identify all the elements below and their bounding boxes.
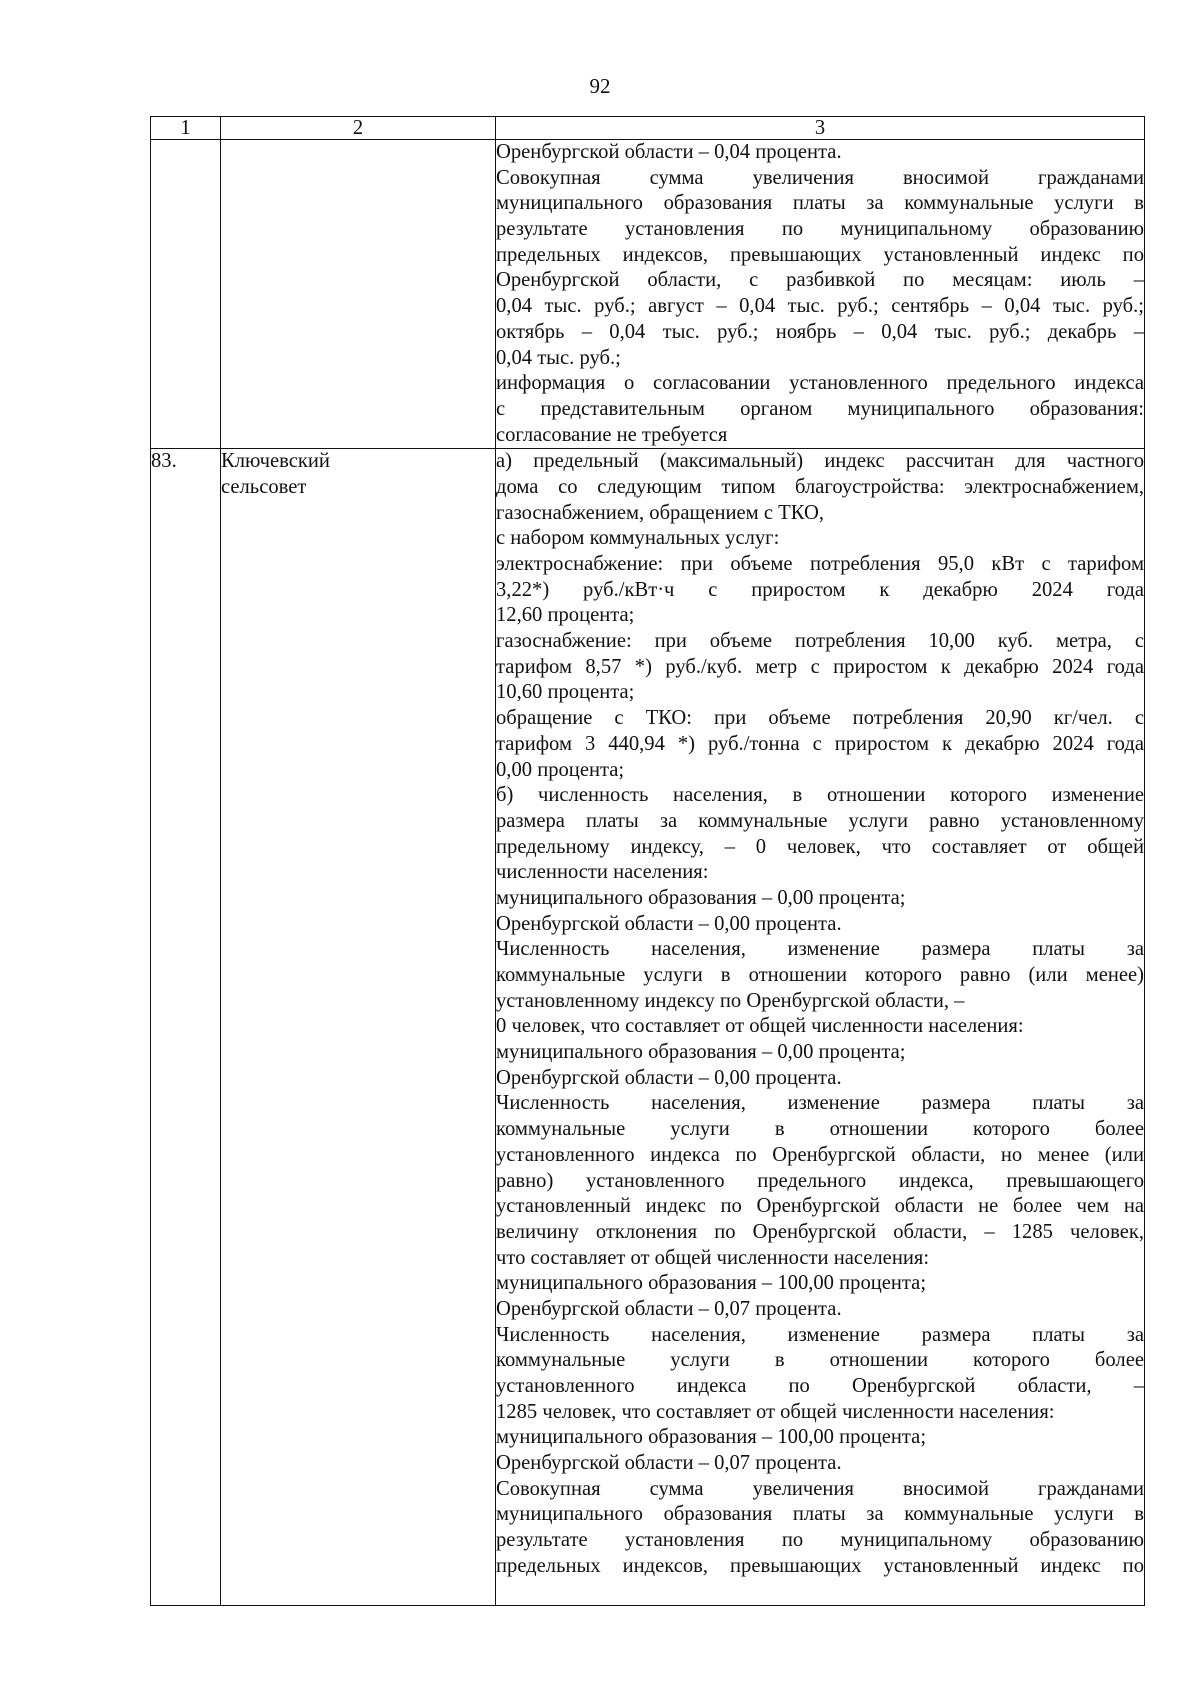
text-line: газоснабжением, обращением с ТКО, (496, 501, 824, 524)
text-line: коммунальные услуги в отношении которого более (496, 1118, 1144, 1141)
text-line: что составляет от общей численности населения: (496, 1246, 930, 1269)
text-line: равно) установленного предельного индекса, превышающего (496, 1169, 1144, 1192)
indicator-text-cell (496, 140, 1145, 449)
text-line: установленного индекса по Оренбургской области, но менее (или (496, 1143, 1144, 1166)
text-line: муниципального образования – 0,00 процента; (496, 1041, 906, 1064)
text-line: Оренбургской области, с разбивкой по месяцам: июль – (496, 269, 1144, 292)
text-line: результате установления по муниципальному образованию (496, 218, 1144, 241)
text-line: предельных индексов, превышающих установленный индекс по (496, 243, 1144, 266)
text-line: тарифом 8,57 *) руб./куб. метр с приростом к декабрю 2024 года (496, 655, 1144, 678)
text-line: согласование не требуется (496, 423, 728, 446)
text-line: коммунальные услуги в отношении которого равно (или менее) (496, 964, 1144, 986)
text-line: 0,00 процента; (496, 758, 625, 781)
text-line: 0,04 тыс. руб.; август – 0,04 тыс. руб.; сентябрь – 0,04 тыс. руб.; (496, 295, 1144, 318)
text-line: тарифом 3 440,94 *) руб./тонна с приростом к декабрю 2024 года (496, 732, 1144, 755)
column-header-2: 2 (221, 117, 496, 140)
municipality-name-line: Ключевский (221, 450, 330, 473)
indicator-text-cell (496, 449, 1145, 1606)
table-row-continued (151, 140, 1145, 449)
text-line: муниципального образования платы за коммунальные услуги в (496, 1503, 1144, 1526)
text-line: Оренбургской области – 0,00 процента. (496, 912, 842, 935)
text-line: 1285 человек, что составляет от общей численности населения: (496, 1400, 1055, 1423)
text-line: 0,04 тыс. руб.; (496, 346, 621, 369)
text-line: установленного индекса по Оренбургской области, – (496, 1375, 1144, 1397)
text-line: Оренбургской области – 0,04 процента. (496, 141, 842, 163)
text-line: газоснабжение: при объеме потребления 10,00 куб. метра, с (496, 630, 1144, 653)
text-line: 0 человек, что составляет от общей численности населения: (496, 1015, 1024, 1038)
text-line: 12,60 процента; (496, 604, 635, 627)
text-line: электроснабжение: при объеме потребления 95,0 кВт с тарифом (496, 553, 1144, 575)
text-line: б) численность населения, в отношении которого изменение (496, 784, 1144, 807)
text-line: Оренбургской области – 0,07 процента. (496, 1452, 842, 1475)
text-line: Совокупная сумма увеличения вносимой гражданами (496, 1477, 1144, 1500)
text-line: муниципального образования платы за коммунальные услуги в (496, 192, 1144, 215)
text-line: Численность населения, изменение размера платы за (496, 938, 1144, 961)
text-line: размера платы за коммунальные услуги равно установленному (496, 809, 1144, 832)
text-line: коммунальные услуги в отношении которого более (496, 1349, 1144, 1372)
table-header-row (151, 117, 1145, 140)
municipality-name-cell (221, 449, 496, 1606)
municipality-name-line: сельсовет (221, 475, 307, 498)
text-line: муниципального образования – 0,00 процента; (496, 886, 906, 909)
column-header-1: 1 (151, 117, 221, 140)
text-line: а) предельный (максимальный) индекс рассчитан для частного (496, 450, 1144, 473)
text-line: Численность населения, изменение размера платы за (496, 1323, 1144, 1346)
text-line: предельному индексу, – 0 человек, что составляет от общей (496, 835, 1144, 858)
column-header-3: 3 (496, 117, 1145, 140)
page-number: 92 (589, 74, 611, 98)
text-line: установленному индексу по Оренбургской области, – (496, 989, 965, 1012)
text-line: с набором коммунальных услуг: (496, 527, 780, 550)
text-line: Совокупная сумма увеличения вносимой гражданами (496, 166, 1144, 189)
municipality-name-cell (221, 140, 496, 449)
text-line: октябрь – 0,04 тыс. руб.; ноябрь – 0,04 тыс. руб.; декабрь – (496, 320, 1144, 343)
text-line: численности населения: (496, 861, 709, 884)
text-line: 3,22*) руб./кВт·ч с приростом к декабрю 2024 года (496, 578, 1144, 601)
text-line: Оренбургской области – 0,00 процента. (496, 1066, 842, 1089)
text-line: информация о согласовании установленного предельного индекса (496, 372, 1144, 395)
row-number-cell: 83. (151, 449, 221, 1606)
text-line: муниципального образования – 100,00 процента; (496, 1426, 927, 1449)
text-line: с представительным органом муниципального образования: (496, 397, 1144, 420)
row-number-cell (151, 140, 221, 449)
text-line: Численность населения, изменение размера платы за (496, 1092, 1144, 1115)
table-row-83 (151, 449, 1145, 1606)
text-line: предельных индексов, превышающих установленный индекс по (496, 1554, 1144, 1577)
text-line: дома со следующим типом благоустройства: электроснабжением, (496, 475, 1144, 498)
text-line: установленный индекс по Оренбургской области не более чем на (496, 1195, 1144, 1218)
text-line: 10,60 процента; (496, 681, 635, 704)
document-table (150, 116, 1145, 1606)
text-line: обращение с ТКО: при объеме потребления 20,90 кг/чел. с (496, 707, 1144, 730)
text-line: Оренбургской области – 0,07 процента. (496, 1297, 842, 1320)
text-line: результате установления по муниципальному образованию (496, 1529, 1144, 1552)
text-line: муниципального образования – 100,00 процента; (496, 1272, 927, 1295)
text-line: величину отклонения по Оренбургской области, – 1285 человек, (496, 1220, 1144, 1243)
